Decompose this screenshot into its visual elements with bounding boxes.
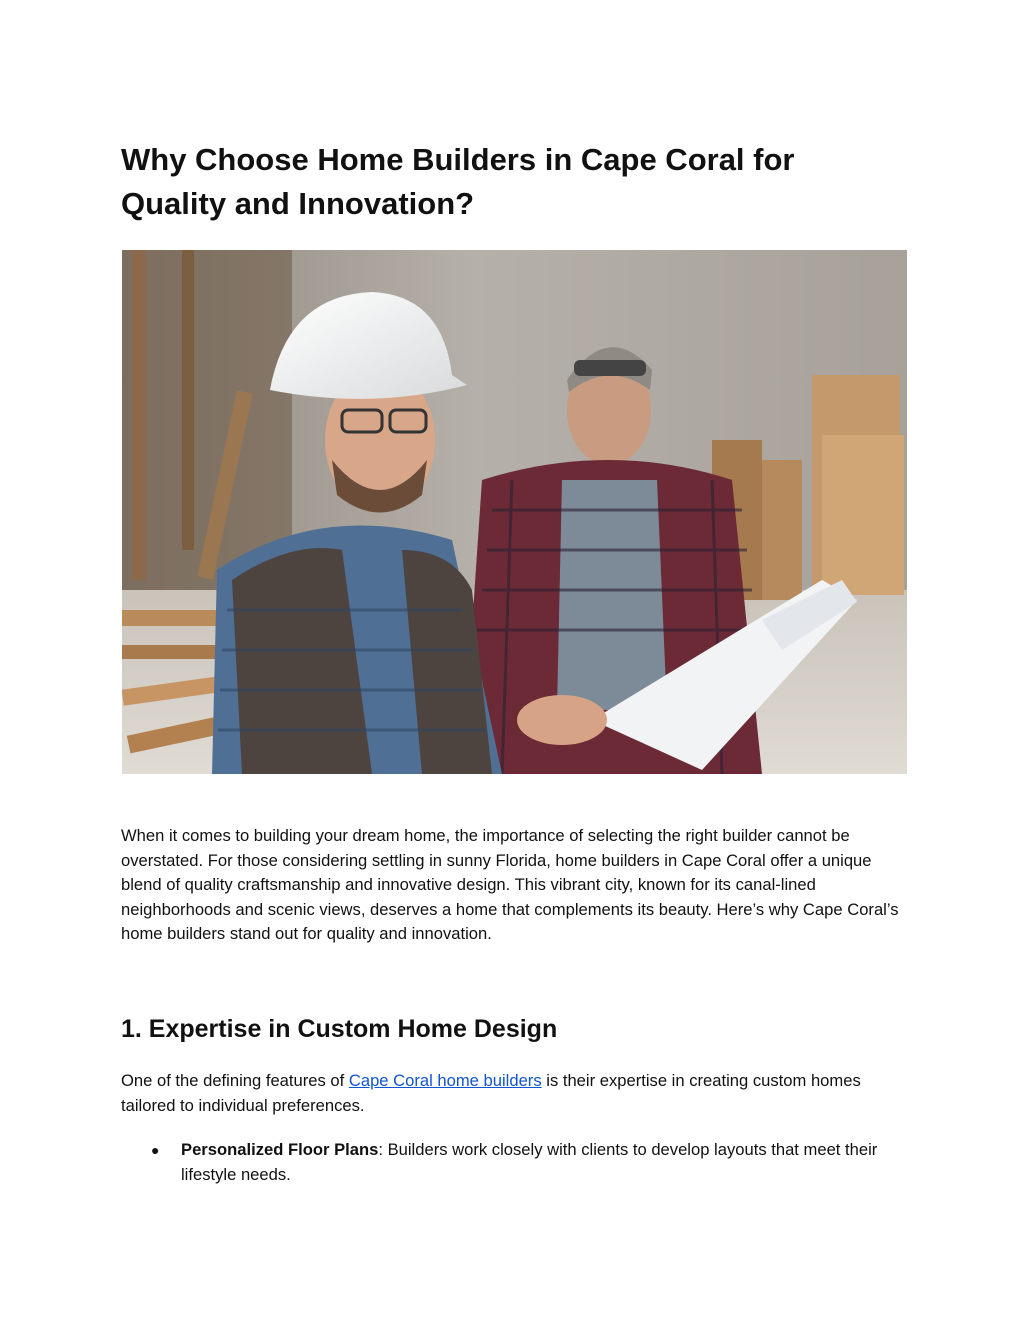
list-item-term: Personalized Floor Plans: [181, 1140, 379, 1159]
section-text-after: is their expertise in creating custom homes tailored to individual preferences.: [121, 1071, 861, 1115]
list-item-text: : Builders work closely with clients to develop layouts that meet their lifestyle needs.: [181, 1140, 878, 1184]
section-text-before: One of the defining features of: [121, 1071, 349, 1090]
feature-list: [121, 1138, 907, 1187]
page-title: Why Choose Home Builders in Cape Coral for Quality and Innovation?: [121, 142, 795, 221]
intro-paragraph: When it comes to building your dream home, the importance of selecting the right builder cannot be overstated. For those considering settling in sunny Florida, home builders in Cape Coral offer a unique blend of quality craftsmanship and innovative design. This vibrant city, known for its canal-lined neighborhoods and scenic views, deserves a home that complements its beauty. Here’s why Cape Coral’s home builders stand out for quality and innovation.: [121, 826, 899, 944]
section-heading: 1. Expertise in Custom Home Design: [121, 1015, 558, 1043]
hero-image: [122, 250, 907, 774]
construction-photo-icon: [122, 250, 907, 774]
section-paragraph: [121, 1069, 907, 1118]
bullet-icon: ●: [151, 1142, 160, 1158]
cape-coral-home-builders-link[interactable]: Cape Coral home builders: [348, 1071, 542, 1090]
list-item: [121, 1138, 907, 1187]
